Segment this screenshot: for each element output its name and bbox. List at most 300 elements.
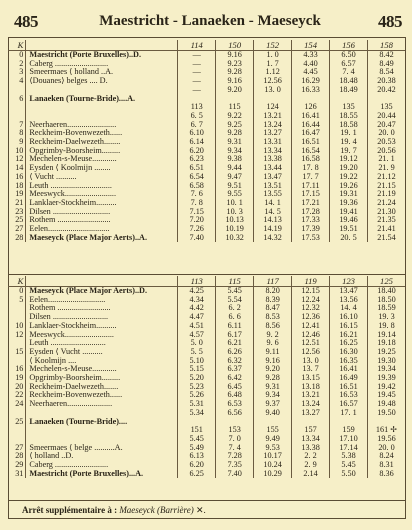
departure-time: 16.53	[330, 391, 368, 400]
departure-time: 14.32	[254, 234, 292, 243]
km-cell	[8, 112, 26, 121]
km-cell: 5	[19, 295, 24, 304]
departure-time: 7.28	[216, 452, 254, 461]
departure-time: 9.51	[216, 182, 254, 191]
station-name: Leuth ...........................	[26, 339, 178, 348]
timetable-row	[8, 60, 405, 69]
station-name: Maestricht (Porte Bruxelles)...A.	[26, 470, 178, 479]
departure-time: 13. 7	[292, 365, 330, 374]
departure-time: 16.41	[330, 365, 368, 374]
departure-time: 7.40	[216, 470, 254, 479]
departure-time: 9.31	[254, 383, 292, 392]
departure-time: —	[178, 51, 216, 60]
departure-time: 8.39	[254, 296, 292, 305]
departure-time: 12.32	[292, 304, 330, 313]
departure-time: 20.56	[368, 147, 406, 156]
departure-time: 19. 4	[330, 138, 368, 147]
departure-time: 9.23	[216, 60, 254, 69]
timetable-row	[8, 452, 405, 461]
km-cell: 12	[15, 330, 24, 339]
timetable-row	[8, 182, 405, 191]
station-name: Rothem ..........................	[26, 216, 178, 225]
train-number: 114	[178, 40, 216, 51]
departure-time: 5.38	[330, 452, 368, 461]
departure-time: 8.53	[254, 313, 292, 322]
departure-time: 12.46	[292, 331, 330, 340]
departure-time: 8.49	[368, 60, 406, 69]
departure-time: 21.41	[368, 225, 406, 234]
km-cell: 10	[15, 146, 24, 155]
departure-time: 2. 2	[292, 452, 330, 461]
train-number: 158	[368, 40, 406, 51]
departure-time: 9. 6	[254, 339, 292, 348]
departure-time: 9.22	[216, 112, 254, 121]
departure-time: 6.26	[216, 348, 254, 357]
departure-time: 10. 1	[216, 199, 254, 208]
timetable-row	[8, 208, 405, 217]
departure-time: 8.31	[368, 461, 406, 470]
station-name: Smeermaes ⟨ holland ..A.	[26, 68, 178, 77]
departure-time: 12.56	[254, 77, 292, 86]
departure-time: 5. 5	[178, 348, 216, 357]
departure-time: 17.11	[292, 182, 330, 191]
departure-time: 6.58	[178, 182, 216, 191]
departure-time: 17. 7	[292, 173, 330, 182]
km-cell: 16	[15, 365, 24, 374]
departure-time: 18.40	[368, 287, 406, 296]
km-cell	[8, 103, 26, 112]
timetable-row	[8, 461, 405, 470]
departure-time	[216, 418, 254, 427]
departure-time: 13.21	[254, 112, 292, 121]
departure-time: 10.17	[254, 452, 292, 461]
departure-time: 19.50	[368, 409, 406, 418]
timetable-row	[8, 296, 405, 305]
departure-time: 12.15	[292, 287, 330, 296]
departure-time: 126	[292, 103, 330, 112]
departure-time: 13. 0	[254, 86, 292, 95]
km-cell: 12	[15, 155, 24, 164]
departure-time: 19.42	[368, 383, 406, 392]
departure-time: 17.15	[292, 190, 330, 199]
timetable-row	[8, 357, 405, 366]
departure-time: 1. 0	[254, 51, 292, 60]
departure-time: 1.12	[254, 68, 292, 77]
departure-time: 8.42	[368, 51, 406, 60]
departure-time: 9.28	[216, 68, 254, 77]
departure-time: 4.40	[292, 60, 330, 69]
timetable-row	[8, 103, 405, 112]
km-cell: 16	[15, 172, 24, 181]
station-name: ⟨ Vucht ..........	[26, 173, 178, 182]
departure-time: 21.15	[368, 182, 406, 191]
station-name: Eysden ⟨ Koolmijn ........	[26, 164, 178, 173]
departure-time: 5.45	[178, 435, 216, 444]
departure-time: 124	[254, 103, 292, 112]
station-name: Maestricht (Porte Bruxelles)..D.	[26, 51, 178, 60]
departure-time: 17.21	[292, 199, 330, 208]
departure-time: 6.48	[216, 391, 254, 400]
departure-time: 6.53	[216, 400, 254, 409]
departure-time: 16.21	[330, 331, 368, 340]
departure-time: 17. 1	[330, 409, 368, 418]
departure-time: 19.30	[368, 357, 406, 366]
km-header: K	[8, 40, 26, 51]
departure-time: 6.20	[178, 147, 216, 156]
departure-time: 18.48	[330, 77, 368, 86]
departure-time: 8.56	[254, 322, 292, 331]
departure-time: 19.41	[330, 208, 368, 217]
departure-time: 6.42	[216, 374, 254, 383]
departure-time: 19.46	[330, 216, 368, 225]
departure-time: 16.54	[292, 147, 330, 156]
departure-time: 21. 9	[368, 164, 406, 173]
departure-time: 5.31	[178, 400, 216, 409]
departure-time: 14. 4	[330, 304, 368, 313]
station-name: Lanaeken (Tourne-Bride)....A.	[26, 95, 178, 104]
timetable-row	[8, 287, 405, 296]
station-name: ⟨ holland ..D.	[26, 452, 178, 461]
departure-time: 9.49	[254, 435, 292, 444]
note-mark: ✕.	[195, 505, 206, 515]
departure-time: 13.24	[254, 121, 292, 130]
departure-time: 13.31	[254, 138, 292, 147]
km-cell	[8, 313, 26, 322]
departure-time: 9.16	[216, 51, 254, 60]
station-name: Reckheim-Daelwezeth.......	[26, 383, 178, 392]
station-name	[26, 435, 178, 444]
departure-time: 2.14	[292, 470, 330, 479]
departure-time: 16.44	[292, 121, 330, 130]
station-name: Reckheim-Bovenwezeth......	[26, 129, 178, 138]
station-name: Meeswyck.........................	[26, 190, 178, 199]
departure-time: 10.13	[216, 216, 254, 225]
departure-time: 5.26	[178, 391, 216, 400]
departure-time: 153	[216, 426, 254, 435]
timetable-row	[8, 418, 405, 427]
station-name	[26, 426, 178, 435]
departure-time: 7.35	[216, 461, 254, 470]
departure-time: 19.39	[368, 374, 406, 383]
timetable-row	[8, 400, 405, 409]
train-number: 125	[368, 276, 406, 287]
departure-time: 20.44	[368, 112, 406, 121]
km-cell: 0	[19, 50, 24, 59]
train-number: 154	[292, 40, 330, 51]
station-name	[26, 86, 178, 95]
station-name: Dilsen ...........................	[26, 313, 178, 322]
departure-time: 12.51	[292, 339, 330, 348]
departure-time	[292, 95, 330, 104]
departure-time: 19.18	[368, 339, 406, 348]
departure-time: 5.23	[178, 383, 216, 392]
timetable-row	[8, 199, 405, 208]
departure-time: 13.38	[292, 444, 330, 453]
departure-time: 7. 4	[216, 444, 254, 453]
departure-time: 9.31	[216, 138, 254, 147]
station-name: Caberg ..........................	[26, 60, 178, 69]
departure-time: 4.25	[178, 287, 216, 296]
departure-time: 19.22	[330, 173, 368, 182]
departure-time: 5.20	[178, 374, 216, 383]
timetable-row	[8, 470, 405, 479]
departure-time: 17.28	[292, 208, 330, 217]
departure-time: 16.15	[330, 322, 368, 331]
station-name: Lanklaer-Stockheim..........	[26, 322, 178, 331]
departure-time: 6.56	[216, 409, 254, 418]
station-name: Rothem ..........................	[26, 304, 178, 313]
departure-time: 18.55	[330, 112, 368, 121]
departure-time	[330, 418, 368, 427]
departure-time: 7. 8	[178, 199, 216, 208]
departure-time: 9.20	[254, 365, 292, 374]
timetable-row	[8, 374, 405, 383]
km-cell: 24	[15, 400, 24, 409]
departure-time: 155	[254, 426, 292, 435]
station-name: Meeswyck........................	[26, 331, 178, 340]
station-name: Reckheim-Bovenwezeth......	[26, 391, 178, 400]
departure-time: 6.37	[216, 365, 254, 374]
departure-time: 4.33	[292, 51, 330, 60]
departure-time: 19.45	[368, 391, 406, 400]
departure-time: 6.45	[216, 383, 254, 392]
departure-time: 4.45	[292, 68, 330, 77]
departure-time: 14.13	[254, 216, 292, 225]
departure-time: 4.47	[178, 313, 216, 322]
departure-time: 113	[178, 103, 216, 112]
train-number: 150	[216, 40, 254, 51]
departure-time: 5.15	[178, 365, 216, 374]
departure-time: 5.45	[216, 287, 254, 296]
station-name: Neerhaeren......................	[26, 400, 178, 409]
departure-time: 6.21	[216, 339, 254, 348]
station-name: Opgrimby-Boorsheim.........	[26, 147, 178, 156]
departure-time: 17.14	[330, 444, 368, 453]
departure-time: 5.50	[330, 470, 368, 479]
departure-time: 13.44	[254, 164, 292, 173]
departure-time: 13.34	[292, 435, 330, 444]
station-name: Reckheim-Daelwezeth........	[26, 138, 178, 147]
departure-time: 13.18	[292, 383, 330, 392]
km-cell: 21	[15, 198, 24, 207]
departure-time: 19.14	[368, 331, 406, 340]
departure-time: 5.45	[330, 461, 368, 470]
station-name: Maeseyck (Place Major Aerts)..A.	[26, 234, 178, 243]
station-name	[26, 409, 178, 418]
timetable-row	[8, 216, 405, 225]
departure-time: 7. 6	[178, 190, 216, 199]
departure-time: 9.38	[216, 155, 254, 164]
departure-time: 5. 0	[178, 339, 216, 348]
departure-time: 17.10	[330, 435, 368, 444]
departure-time	[368, 418, 406, 427]
departure-time: 5.34	[178, 409, 216, 418]
station-name: Eelen..............................	[26, 225, 178, 234]
km-cell: 2	[19, 59, 24, 68]
departure-time: 14.19	[254, 225, 292, 234]
station-name: ⟨ Koolmijn ....	[26, 357, 178, 366]
km-cell: 19	[15, 190, 24, 199]
departure-time: 10.29	[254, 470, 292, 479]
station-name: Mechelen-s-Meuse............	[26, 365, 178, 374]
departure-time: 135	[330, 103, 368, 112]
note-stop: Maeseyck (Barrière)	[119, 505, 194, 515]
timetable-row	[8, 435, 405, 444]
departure-time: 21.24	[368, 199, 406, 208]
departure-time: 13.27	[292, 409, 330, 418]
note-label: Arrêt supplémentaire à :	[22, 505, 118, 515]
departure-time: 157	[292, 426, 330, 435]
departure-time: 18.49	[330, 86, 368, 95]
train-number: 119	[292, 276, 330, 287]
departure-time	[368, 95, 406, 104]
train-number: 115	[216, 276, 254, 287]
section-divider	[8, 274, 405, 275]
departure-time: 19. 1	[330, 129, 368, 138]
timetable-row	[8, 426, 405, 435]
departure-time: 4.34	[178, 296, 216, 305]
departure-time	[254, 418, 292, 427]
departure-time: 19.34	[368, 365, 406, 374]
departure-time	[330, 95, 368, 104]
departure-time: 20. 5	[330, 234, 368, 243]
km-cell: 3	[19, 68, 24, 77]
station-name: Leuth ..............................	[26, 182, 178, 191]
departure-time: 16.33	[292, 86, 330, 95]
station-name: Lanklaer-Stockheim..........	[26, 199, 178, 208]
departure-time: 6.32	[216, 357, 254, 366]
km-cell: 8	[19, 129, 24, 138]
timetable-row	[8, 304, 405, 313]
departure-time: 13.56	[330, 296, 368, 305]
timetable-row	[8, 68, 405, 77]
km-cell: 29	[15, 461, 24, 470]
departure-time: 161 ✢	[368, 426, 406, 435]
footer-divider	[8, 500, 405, 501]
departure-time: 19.25	[368, 348, 406, 357]
train-number: 156	[330, 40, 368, 51]
departure-time: 6. 2	[216, 304, 254, 313]
timetable-row	[8, 129, 405, 138]
train-number: 117	[254, 276, 292, 287]
departure-time: 19. 3	[368, 313, 406, 322]
km-cell: 20	[15, 382, 24, 391]
departure-time: 16.30	[330, 348, 368, 357]
departure-time: 9.47	[216, 173, 254, 182]
departure-time: 13.27	[254, 129, 292, 138]
timetable-row	[8, 138, 405, 147]
departure-time: 6.17	[216, 331, 254, 340]
departure-time	[216, 95, 254, 104]
departure-time: 20.53	[368, 138, 406, 147]
departure-time: 10.19	[216, 225, 254, 234]
timetable-row	[8, 51, 405, 60]
departure-time: 13.21	[292, 391, 330, 400]
departure-time: 9.20	[216, 86, 254, 95]
station-name: Caberg ..........................	[26, 461, 178, 470]
km-header: K	[8, 276, 26, 287]
departure-time: 9.28	[254, 374, 292, 383]
departure-time: 19.36	[330, 199, 368, 208]
departure-time: 16.57	[330, 400, 368, 409]
departure-time: 6.25	[178, 470, 216, 479]
departure-time: 16.10	[330, 313, 368, 322]
km-cell: 15	[15, 347, 24, 356]
departure-time: 13.51	[254, 182, 292, 191]
km-cell: 27	[15, 225, 24, 234]
km-cell	[8, 339, 26, 348]
departure-time	[254, 95, 292, 104]
timetable-row	[8, 322, 405, 331]
departure-time: 19.51	[330, 225, 368, 234]
departure-time: 21.30	[368, 208, 406, 217]
km-cell: 14	[15, 164, 24, 173]
station-name: ⟨Douanes⟩ belges .... D.	[26, 77, 178, 86]
departure-time: 19.12	[330, 155, 368, 164]
departure-time: —	[178, 68, 216, 77]
header-row	[8, 40, 405, 51]
departure-time: 6.13	[178, 452, 216, 461]
timetable-row	[8, 331, 405, 340]
km-cell	[8, 304, 26, 313]
departure-time: 7.40	[178, 234, 216, 243]
departure-time: 19.31	[330, 190, 368, 199]
timetable-row	[8, 391, 405, 400]
upper-timetable	[8, 40, 405, 242]
departure-time: 159	[330, 426, 368, 435]
departure-time: 21.54	[368, 234, 406, 243]
departure-time: 151	[178, 426, 216, 435]
departure-time: 7.26	[178, 225, 216, 234]
km-cell: 4	[19, 77, 24, 86]
departure-time: 6.23	[178, 155, 216, 164]
departure-time: 9.28	[216, 129, 254, 138]
departure-time: 9.37	[254, 400, 292, 409]
km-cell	[8, 86, 26, 95]
station-name: Dilsen ............................	[26, 208, 178, 217]
timetable-row	[8, 444, 405, 453]
departure-time: 5.10	[178, 357, 216, 366]
km-cell: 18	[15, 181, 24, 190]
timetable-row	[8, 86, 405, 95]
departure-time: 16.51	[330, 383, 368, 392]
departure-time: 19.26	[330, 182, 368, 191]
departure-time: 20.47	[368, 121, 406, 130]
departure-time: 16.47	[292, 129, 330, 138]
departure-time: 13.15	[292, 374, 330, 383]
km-cell: 10	[15, 321, 24, 330]
departure-time: 6.50	[330, 51, 368, 60]
departure-time	[178, 95, 216, 104]
departure-time: 16.29	[292, 77, 330, 86]
departure-time	[292, 418, 330, 427]
departure-time: 10. 3	[216, 208, 254, 217]
departure-time: 5.49	[178, 444, 216, 453]
departure-time: 9.55	[216, 190, 254, 199]
timetable-row	[8, 339, 405, 348]
departure-time: 9.34	[254, 391, 292, 400]
km-cell	[8, 357, 26, 366]
header-row	[8, 276, 405, 287]
departure-time: 9.53	[254, 444, 292, 453]
timetable-row	[8, 164, 405, 173]
departure-time: 17.53	[292, 234, 330, 243]
departure-time: 18.59	[368, 304, 406, 313]
timetable-row	[8, 383, 405, 392]
departure-time: —	[178, 77, 216, 86]
km-cell: 25	[15, 417, 24, 426]
km-cell: 27	[15, 443, 24, 452]
